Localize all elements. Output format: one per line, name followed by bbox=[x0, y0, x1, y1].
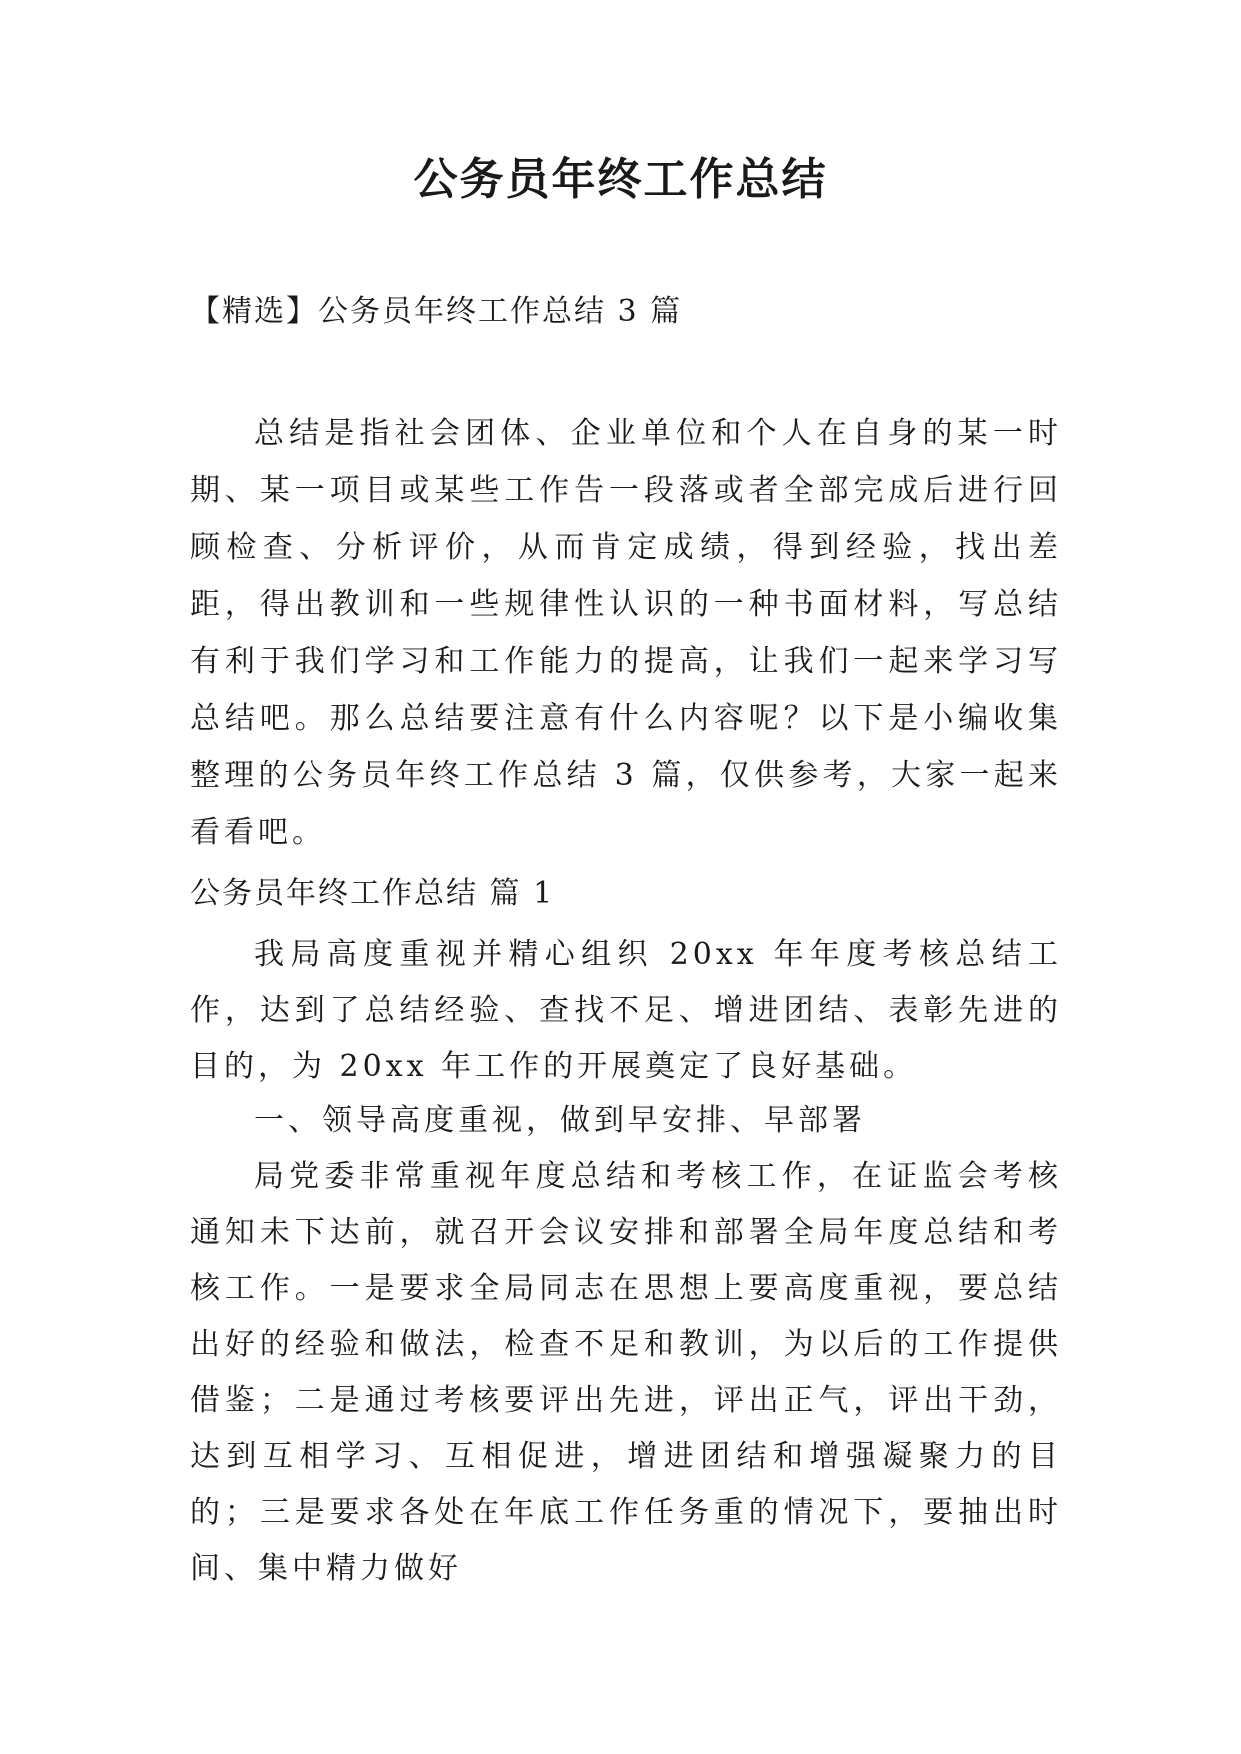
body-paragraph: 局党委非常重视年度总结和考核工作，在证监会考核通知未下达前，就召开会议安排和部署全局年度总结和考核工作。一是要求全局同志在思想上要高度重视，要总结出好的经验和做法，检查不足和教训，为以后的工作提供借鉴；二是通过考核要评出先进，评出正气，评出干劲，达到互相学习、互相促进，增进团结和增强凝聚力的目的；三是要求各处在年底工作任务重的情况下，要抽出时间、集中精力做好 bbox=[190, 1159, 1062, 1586]
body-paragraph: 我局高度重视并精心组织 20xx 年年度考核总结工作，达到了总结经验、查找不足、增进团结、表彰先进的目的，为 20xx 年工作的开展奠定了良好基础。 bbox=[190, 937, 1062, 1084]
document-title: 公务员年终工作总结 bbox=[413, 154, 828, 205]
intro-paragraph: 总结是指社会团体、企业单位和个人在自身的某一时期、某一项目或某些工作告一段落或者全部完成后进行回顾检查、分析评价，从而肯定成绩，得到经验，找出差距，得出教训和一些规律性认识的一种书面材料，写总结有利于我们学习和工作能力的提高，让我们一起来学习写总结吧。那么总结要注意有什么内容呢？以下是小编收集整理的公务员年终工作总结 3 篇，仅供参考，大家一起来看看吧。 bbox=[190, 416, 1062, 850]
document-subtitle: 【精选】公务员年终工作总结 3 篇 bbox=[190, 294, 683, 329]
subheading-paragraph: 一、领导高度重视，做到早安排、早部署 bbox=[254, 1103, 866, 1138]
section-heading: 公务员年终工作总结 篇 1 bbox=[190, 876, 555, 911]
